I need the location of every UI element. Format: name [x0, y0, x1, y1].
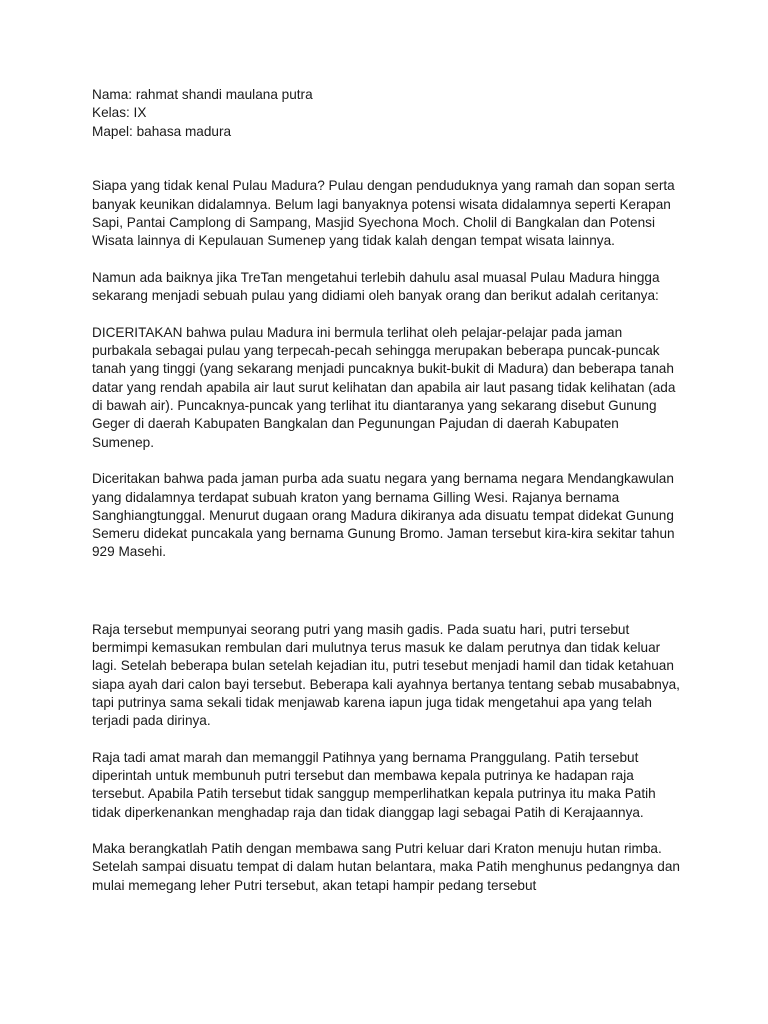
spacer — [92, 822, 682, 840]
subject: Mapel: bahasa madura — [92, 123, 232, 139]
paragraph-origin: DICERITAKAN bahwa pulau Madura ini bermula terlihat oleh pelajar-pelajar pada jaman purbakala sebagai pulau yang terpecah-pecah sehingga merupakan beberapa puncak-puncak tanah yang tinggi (yang sekarang menjadi puncaknya bukit-bukit di Madura) dan beberapa tanah datar yang rendah apabila air laut surut kelihatan dan apabila air laut pasang tidak kelihatan (ada di bawah air). Puncaknya-puncak yang terlihat itu diantaranya yang sekarang disebut Gunung Geger di daerah Kabupaten Bangkalan dan Pegunungan Pajudan di daerah Kabupaten Sumenep. — [92, 324, 676, 450]
spacer — [92, 251, 682, 269]
paragraph-lead-in: Namun ada baiknya jika TreTan mengetahui terlebih dahulu asal muasal Pulau Madura hingga sekarang menjadi sebuah pulau yang didiami oleh banyak orang dan berikut adalah ceritanya: — [92, 269, 660, 304]
paragraph-forest: Maka berangkatlah Patih dengan membawa sang Putri keluar dari Kraton menuju hutan rimba. Setelah sampai disuatu tempat di dalam hutan belantara, maka Patih menghunus pedangnya dan mulai memegang leher Putri tersebut, akan tetapi hampir pedang tersebut — [92, 841, 680, 893]
spacer — [92, 306, 682, 324]
spacer — [92, 562, 682, 617]
paragraph-patih: Raja tadi amat marah dan memanggil Patihnya yang bernama Pranggulang. Patih tersebut diperintah untuk membunuh putri tersebut dan membawa kepala putrinya ke hadapan raja tersebut. Apabila Patih tersebut tidak sanggup memperlihatkan kepala putrinya itu maka Patih tidak diperkenankan menghadap raja dan tidak dianggap lagi sebagai Patih di Kerajaannya. — [92, 749, 656, 820]
spacer — [92, 452, 682, 470]
student-class: Kelas: IX — [92, 105, 147, 121]
spacer — [92, 730, 682, 748]
paragraph-intro: Siapa yang tidak kenal Pulau Madura? Pulau dengan penduduknya yang ramah dan sopan serta banyak keunikan didalamnya. Belum lagi banyaknya potensi wisata didalamnya seperti Kerapan Sapi, Pantai Camplong di Sampang, Masjid Syechona Moch. Cholil di Bangkalan dan Potensi Wisata lainnya di Kepulauan Sumenep yang tidak kalah dengan tempat wisata lainnya. — [92, 178, 675, 249]
student-name: Nama: rahmat shandi maulana putra — [92, 87, 313, 102]
document-body — [92, 86, 682, 895]
spacer — [92, 141, 682, 178]
paragraph-princess: Raja tersebut mempunyai seorang putri yang masih gadis. Pada suatu hari, putri tersebut bermimpi kemasukan rembulan dari mulutnya terus masuk ke dalam perutnya dan tidak keluar lagi. Setelah beberapa bulan setelah kejadian itu, putri tesebut menjadi hamil dan tidak ketahuan siapa ayah dari calon bayi tersebut. Beberapa kali ayahnya bertanya tentang sebab musababnya, tapi putrinya sama sekali tidak menjawab karena iapun juga tidak mengetahui apa yang telah terjadi pada dirinya. — [92, 621, 680, 729]
paragraph-kingdom: Diceritakan bahwa pada jaman purba ada suatu negara yang bernama negara Mendangkawulan yang didalamnya terdapat subuah kraton yang bernama Gilling Wesi. Rajanya bernama Sanghiangtunggal. Menurut dugaan orang Madura dikiranya ada disuatu tempat didekat Gunung Semeru didekat puncakala yang bernama Gunung Bromo. Jaman tersebut kira-kira sekitar tahun 929 Masehi. — [92, 471, 675, 560]
